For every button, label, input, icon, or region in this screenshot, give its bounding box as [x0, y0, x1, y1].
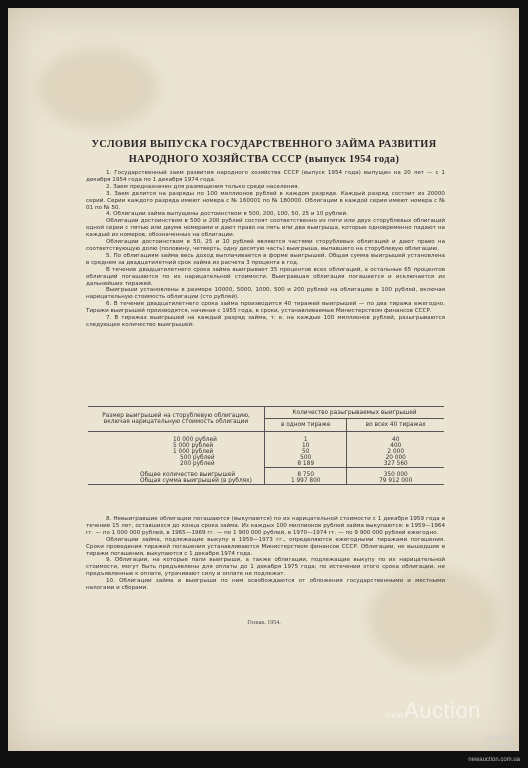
paragraph-7: 7. В тиражах выигрышей на каждый разряд займа, т. е. на каждые 100 миллионов рублей, разыгрываются следующее количество выигрышей: [86, 315, 445, 328]
table-row: 5 000 рублей 10 400 [88, 443, 444, 449]
table-header-prize-size: Размер выигрышей на сторублевую облигацию, включая нарицательную стоимость облигации [88, 407, 265, 432]
paragraph-1: 1. Государственный заем развития народного хозяйства СССР (выпуск 1954 года) выпущен на 20 лет — с 1 декабря 1954 года по 1 декабря 1974 года. [86, 170, 445, 183]
bond-back-page [8, 8, 519, 751]
paragraph-5b: Выигрыши установлены в размере 10000, 5000, 1000, 500 и 200 рублей на облигацию в 100 рублей, включая нарицательную стоимость облигации (сто рублей). [86, 287, 445, 301]
printer-imprint: Гознак. 1954. [247, 620, 281, 626]
paragraph-5a: В течение двадцатилетнего срока займа выигрывает 35 процентов всех облигаций, а остальные 65 процентов облигаций погашаются по их нарицательной стоимости. Выигравшая облигация погашается и исключается из дальнейших тиражей. [86, 266, 445, 287]
table-row: 200 рублей 8 189 327 560 [88, 461, 444, 468]
paper-stain [38, 48, 158, 128]
paragraph-3: 3. Заем делится на разряды по 100 миллионов рублей в каждом разряде. Каждый разряд состоит из 20000 серий. Серии каждого разряда имеют номера с № 160001 по № 180000. Облигации в каждой серии имеют номера с № 01 по № 50. [86, 190, 445, 211]
paragraph-2: 2. Заем предназначен для размещения только среди населения. [106, 183, 300, 190]
paragraph-4: 4. Облигации займа выпущены достоинством в 500, 200, 100, 50, 25 и 10 рублей. [106, 211, 348, 218]
paragraph-6: 6. В течение двадцатилетнего срока займа производится 40 тиражей выигрышей — по два тиража ежегодно. Тиражи выигрышей производятся, начиная с 1955 года, в сроки, устанавливаемые Министерством финансов СССР. [86, 301, 445, 315]
table-total-count-row: Общее количество выигрышей 8 750 350 000 [88, 472, 444, 478]
paragraph-9: 9. Облигации, на которые пали выигрыши, а также облигации, подлежащие выкупу по их нарицательной стоимости, могут быть предъявлены для оплаты до 1 декабря 1975 года; по истечении этого срока облигации, не предъявленные к оплате, утрачивают силу и оплате не подлежат. [86, 557, 445, 578]
auction-watermark-site: newauction.com.ua [468, 757, 520, 763]
document-title-line2: НАРОДНОГО ХОЗЯЙСТВА СССР (выпуск 1954 года) [128, 154, 400, 165]
paragraph-10: 10. Облигации займа и выигрыши по ним освобождаются от обложения государственными и местными налогами и сборами. [86, 578, 445, 592]
table-row: 10 000 рублей 1 40 [88, 437, 444, 443]
table-header-count: Количество разыгрываемых выигрышей [265, 407, 445, 419]
conditions-text-top [86, 170, 445, 329]
table-row: 500 рублей 500 20 000 [88, 455, 444, 461]
table-row: 1 000 рублей 50 2 000 [88, 449, 444, 455]
paragraph-4a: Облигации достоинством в 500 и 200 рублей состоят соответственно из пяти или двух сторублевых облигаций одной серии с пятью или двумя номерами и дают право на пять или два выигрыша, которые одновременно падают на каждый из номеров, обозначенных на облигации. [86, 218, 445, 239]
auction-watermark-logo: newAuction [386, 698, 481, 723]
paragraph-4b: Облигации достоинством в 50, 25 и 10 рублей являются частями сторублевых облигаций и дают право на соответствующую долю (половину, четверть, одну десятую часть) выигрыша, выпавшего на сторублевую облигацию. [86, 239, 445, 252]
table-header-all-draws: во всех 40 тиражах [347, 419, 444, 432]
paragraph-8: 8. Невыигравшие облигации погашаются (выкупаются) по их нарицательной стоимости с 1 декабря 1959 года в течение 15 лет, оставшихся до конца срока займа. Из каждых 100 миллионов рублей займа выкупаются: в 1959—1964 гг. — по 1 000 000 рублей, в 1965—1969 гг. — по 1 900 000 рублей, в 1970—1974 гг. — по 9 900 000 рублей ежегодно. [86, 516, 445, 536]
paragraph-5: 5. По облигациям займа весь доход выплачивается в форме выигрышей. Общая сумма выигрышей установлена в среднем за двадцатилетний срок займа из расчета 3 процента в год. [86, 252, 445, 266]
table-header-one-draw: в одном тираже [265, 419, 347, 432]
table-total-sum-row: Общая сумма выигрышей (в рублях) 1 997 800 79 912 000 [88, 478, 444, 485]
paragraph-8a: Облигации займа, подлежащие выкупу в 1959—1973 гг., определяются ежегодными тиражами погашения. Сроки проведения тиражей погашения устанавливаются Министерством финансов СССР. Облигации, не вышедшие в тиражи погашения, выкупаются с 1 декабря 1974 года. [86, 536, 445, 557]
conditions-text-bottom [86, 516, 445, 592]
auction-watermark-user: UKRAINE Lider7773 [485, 736, 514, 751]
document-title-line1: УСЛОВИЯ ВЫПУСКА ГОСУДАРСТВЕННОГО ЗАЙМА РАЗВИТИЯ [91, 139, 437, 150]
prize-table [88, 406, 444, 485]
